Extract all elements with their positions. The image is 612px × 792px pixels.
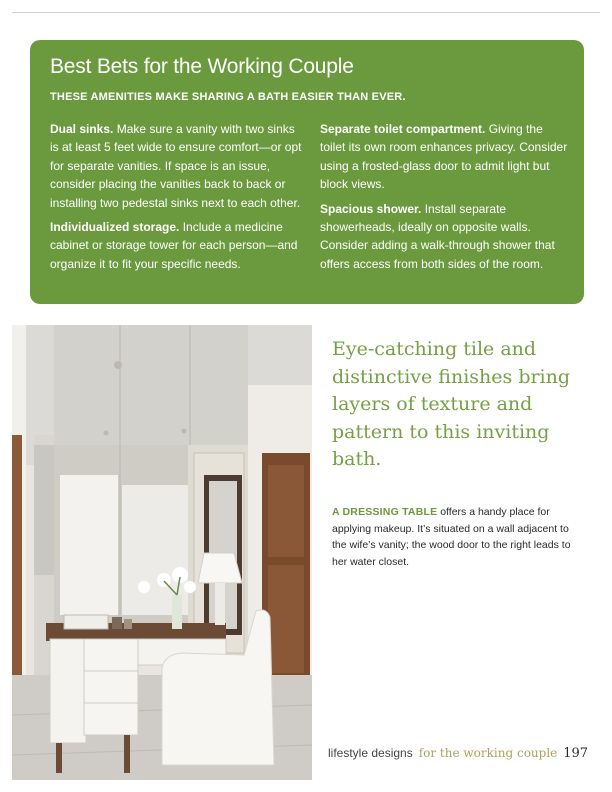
- sidebar-box: [30, 40, 584, 304]
- sidebar-left-column: [50, 120, 302, 279]
- tip-text: Install separate showerheads, ideally on opposite walls. Consider adding a walk-through shower that offers access from both sides of the room.: [320, 201, 555, 271]
- tip-heading: Separate toilet compartment.: [320, 122, 486, 136]
- sidebar-subtitle: THESE AMENITIES MAKE SHARING A BATH EASIER THAN EVER.: [50, 91, 406, 103]
- top-rule: [12, 12, 600, 13]
- tip-dual-sinks: [50, 120, 302, 212]
- pull-quote: Eye-catching tile and distinctive finishes bring layers of texture and pattern to this inviting bath.: [332, 338, 571, 470]
- bathroom-illustration: [12, 325, 312, 780]
- tip-text: Make sure a vanity with two sinks is at least 5 feet wide to ensure comfort—or opt for separate vanities. If space is an issue, consider placing the vanities back to back or installing two pedestal sinks next to each other.: [50, 122, 302, 210]
- caption-lead: A DRESSING TABLE: [332, 506, 438, 518]
- tip-heading: Individualized storage.: [50, 220, 180, 235]
- tip-text: Giving the toilet its own room enhances privacy. Consider using a frosted-glass door to admit light but block views.: [320, 122, 568, 192]
- tip-heading: Spacious shower.: [320, 201, 422, 216]
- caption-text: offers a handy place for applying makeup. It’s situated on a wall adjacent to the wife’s vanity; the wood door to the right leads to her water closet.: [332, 506, 571, 568]
- sidebar-title: Best Bets for the Working Couple: [50, 55, 354, 78]
- bathroom-photo: [12, 325, 312, 780]
- photo-caption: [332, 504, 582, 570]
- tip-separate-toilet: [320, 120, 570, 194]
- tip-spacious-shower: [320, 200, 570, 274]
- tip-text: Include a medicine cabinet or storage tower for each person—and organize it to fit your specific needs.: [50, 220, 298, 271]
- tip-individualized-storage: [50, 218, 302, 273]
- page-folio: [328, 746, 588, 761]
- folio-section: lifestyle designs: [328, 746, 413, 760]
- page-number: 197: [563, 746, 589, 761]
- tip-heading: Dual sinks.: [50, 122, 114, 136]
- sidebar-right-column: [320, 120, 570, 279]
- folio-chapter: for the working couple: [418, 746, 558, 760]
